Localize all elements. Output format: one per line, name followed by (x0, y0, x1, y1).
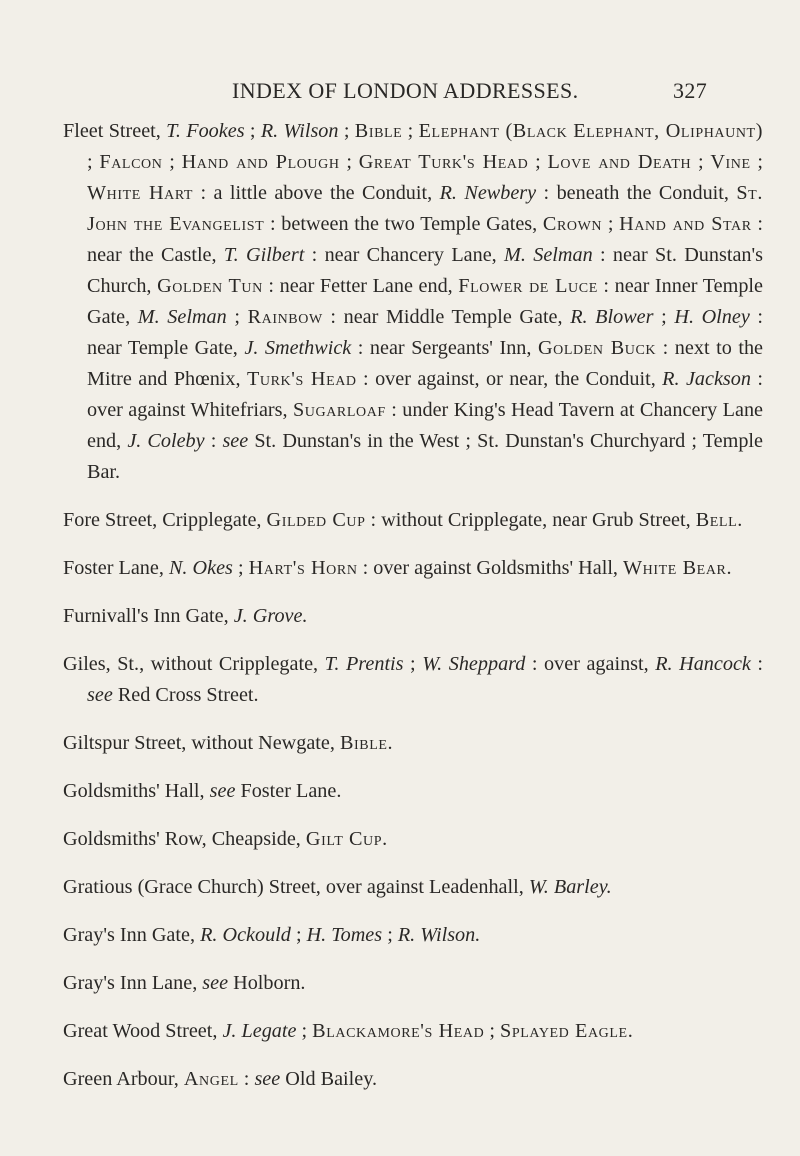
entry-text: : without Cripplegate, near Grub Street, (365, 509, 696, 531)
entry-text: Foster Lane. (235, 780, 342, 802)
entry-text: : near Sergeants' Inn, (351, 337, 538, 359)
printer-name: R. Wilson (260, 120, 339, 142)
entry-text: ; (290, 924, 307, 946)
entry-text: Giltspur Street, without Newgate, (63, 732, 340, 754)
entry-text: : beneath the Conduit, (536, 182, 737, 204)
entry-text: Gratious (Grace Church) Street, over against Leadenhall, (63, 876, 529, 898)
entry-text: . (382, 828, 388, 850)
entry-text: ; (484, 1020, 501, 1042)
index-entry (63, 872, 763, 903)
shop-sign: Sugarloaf (292, 399, 386, 421)
entry-text: : next to the Mitre and Phœnix, (87, 337, 763, 390)
entry-text: : near Fetter Lane end, (262, 275, 459, 297)
index-entry (63, 968, 763, 999)
printer-name: R. Jackson (662, 368, 751, 390)
entry-text: ; (653, 306, 675, 328)
printer-name: T. Gilbert (223, 244, 305, 266)
printer-name: N. Okes (168, 557, 233, 579)
entry-text: Great Wood Street, (63, 1020, 223, 1042)
printer-name: W. Sheppard (422, 653, 526, 675)
printer-name: J. Legate (222, 1020, 297, 1042)
entry-text: Giles, St., without Cripplegate, (63, 653, 325, 675)
entry-text: : (750, 653, 764, 675)
index-entry (63, 776, 763, 807)
index-entry (63, 116, 763, 488)
printer-name: W. Barley. (528, 876, 612, 898)
entry-text: ; (296, 1020, 313, 1042)
page-title: INDEX OF LONDON ADDRESSES. (232, 78, 579, 103)
shop-sign: Splayed Eagle (500, 1020, 628, 1042)
entry-text: ; (382, 924, 398, 946)
shop-sign: Golden Tun (157, 275, 263, 297)
shop-sign: Hand and Plough (181, 151, 340, 173)
index-entry (63, 601, 763, 632)
page-number: 327 (673, 78, 708, 103)
entry-text: : a little above the Conduit, (193, 182, 440, 204)
shop-sign: Turk's Head (246, 368, 357, 390)
entry-text: : near the Castle, (87, 213, 764, 266)
entry-text: ; (528, 151, 548, 173)
shop-sign: Hand and Star (619, 213, 752, 235)
shop-sign: Rainbow (247, 306, 323, 328)
shop-sign: Golden Buck (537, 337, 657, 359)
printer-name: see (222, 430, 249, 452)
shop-sign: Angel (183, 1068, 239, 1090)
printer-name: R. Wilson. (397, 924, 481, 946)
entry-text: Furnivall's Inn Gate, (63, 605, 234, 627)
entry-text: Gray's Inn Gate, (63, 924, 201, 946)
shop-sign: Bible (339, 732, 388, 754)
shop-sign: White Hart (87, 182, 194, 204)
entry-text: St. Dunstan's in the West ; St. Dunstan's Churchyard ; Temple Bar. (87, 430, 763, 483)
shop-sign: Gilded Cup (266, 509, 366, 531)
entry-text: : near Chancery Lane, (304, 244, 505, 266)
entry-text: ; (338, 120, 355, 142)
entry-text: : under King's Head Tavern at Chancery Lane end, (87, 399, 764, 452)
entry-text: : over against Whitefriars, (87, 368, 764, 421)
entry-text: Gray's Inn Lane, (63, 972, 203, 994)
index-entry (63, 824, 763, 855)
entry-text: : over against, or near, the Conduit, (356, 368, 663, 390)
shop-sign: Great Turk's Head (358, 151, 529, 173)
entry-text: : over against, (525, 653, 656, 675)
printer-name: J. Smethwick (244, 337, 352, 359)
printer-name: R. Blower (570, 306, 654, 328)
printer-name: T. Prentis (324, 653, 404, 675)
shop-sign: Hart's Horn (248, 557, 358, 579)
entry-text: Fore Street, Cripplegate, (63, 509, 267, 531)
entry-text: . (726, 557, 732, 579)
entry-text: ; (232, 557, 249, 579)
shop-sign: White Bear (623, 557, 727, 579)
index-entry (63, 1016, 763, 1047)
printer-name: R. Newbery (439, 182, 537, 204)
printer-name: see (209, 780, 236, 802)
shop-sign: Blackamore's Head (312, 1020, 485, 1042)
entry-text: Fleet Street, (63, 120, 167, 142)
printer-name: see (202, 972, 229, 994)
printer-name: see (254, 1068, 281, 1090)
entry-text: Goldsmiths' Row, Cheapside, (63, 828, 306, 850)
printer-name: H. Olney (674, 306, 750, 328)
shop-sign: Bell (695, 509, 738, 531)
entry-text: ; (244, 120, 261, 142)
entry-text: : near Temple Gate, (87, 306, 764, 359)
entry-text: ; (87, 151, 100, 173)
shop-sign: Vine (710, 151, 751, 173)
entry-text: : (238, 1068, 255, 1090)
entry-text: : near St. Dunstan's Church, (87, 244, 763, 297)
printer-name: M. Selman (504, 244, 593, 266)
shop-sign: Gilt Cup (305, 828, 383, 850)
index-entry (63, 649, 763, 711)
index-entries (63, 116, 763, 1112)
entry-text: ; (602, 213, 620, 235)
entry-text: ; (691, 151, 711, 173)
index-entry (63, 920, 763, 951)
entry-text: Holborn. (228, 972, 306, 994)
entry-text: : over against Goldsmiths' Hall, (357, 557, 624, 579)
entry-text: Red Cross Street. (112, 684, 259, 706)
index-entry (63, 728, 763, 759)
entry-text: ; (226, 306, 248, 328)
shop-sign: Flower de Luce (458, 275, 598, 297)
entry-text: Foster Lane, (63, 557, 169, 579)
entry-text: . (387, 732, 393, 754)
shop-sign: Crown (542, 213, 603, 235)
index-entry (63, 505, 763, 536)
printer-name: H. Tomes (306, 924, 383, 946)
entry-text: . (627, 1020, 633, 1042)
printer-name: R. Ockould (200, 924, 291, 946)
entry-text: ; (750, 151, 764, 173)
entry-text: : (204, 430, 223, 452)
entry-text: ; (339, 151, 359, 173)
entry-text: : between the two Temple Gates, (264, 213, 543, 235)
shop-sign: Love and Death (547, 151, 692, 173)
shop-sign: Falcon (99, 151, 163, 173)
printer-name: M. Selman (137, 306, 227, 328)
printer-name: J. Coleby (127, 430, 205, 452)
entry-text: ; (403, 653, 423, 675)
entry-text: Goldsmiths' Hall, (63, 780, 210, 802)
shop-sign: Bible (354, 120, 403, 142)
index-entry (63, 553, 763, 584)
printer-name: R. Hancock (655, 653, 751, 675)
entry-text: . (737, 509, 743, 531)
shop-sign: St. John the Evangelist (87, 182, 763, 235)
entry-text: Old Bailey. (280, 1068, 378, 1090)
entry-text: : near Middle Temple Gate, (322, 306, 571, 328)
entry-text: ; (162, 151, 182, 173)
entry-text: Green Arbour, (63, 1068, 184, 1090)
index-entry (63, 1064, 763, 1095)
entry-text: ; (402, 120, 419, 142)
printer-name: T. Fookes (166, 120, 245, 142)
printer-name: J. Grove. (233, 605, 308, 627)
shop-sign: Elephant (Black Elephant, Oliphaunt) (418, 120, 764, 142)
entry-text: : near Inner Temple Gate, (87, 275, 763, 328)
printer-name: see (87, 684, 113, 706)
